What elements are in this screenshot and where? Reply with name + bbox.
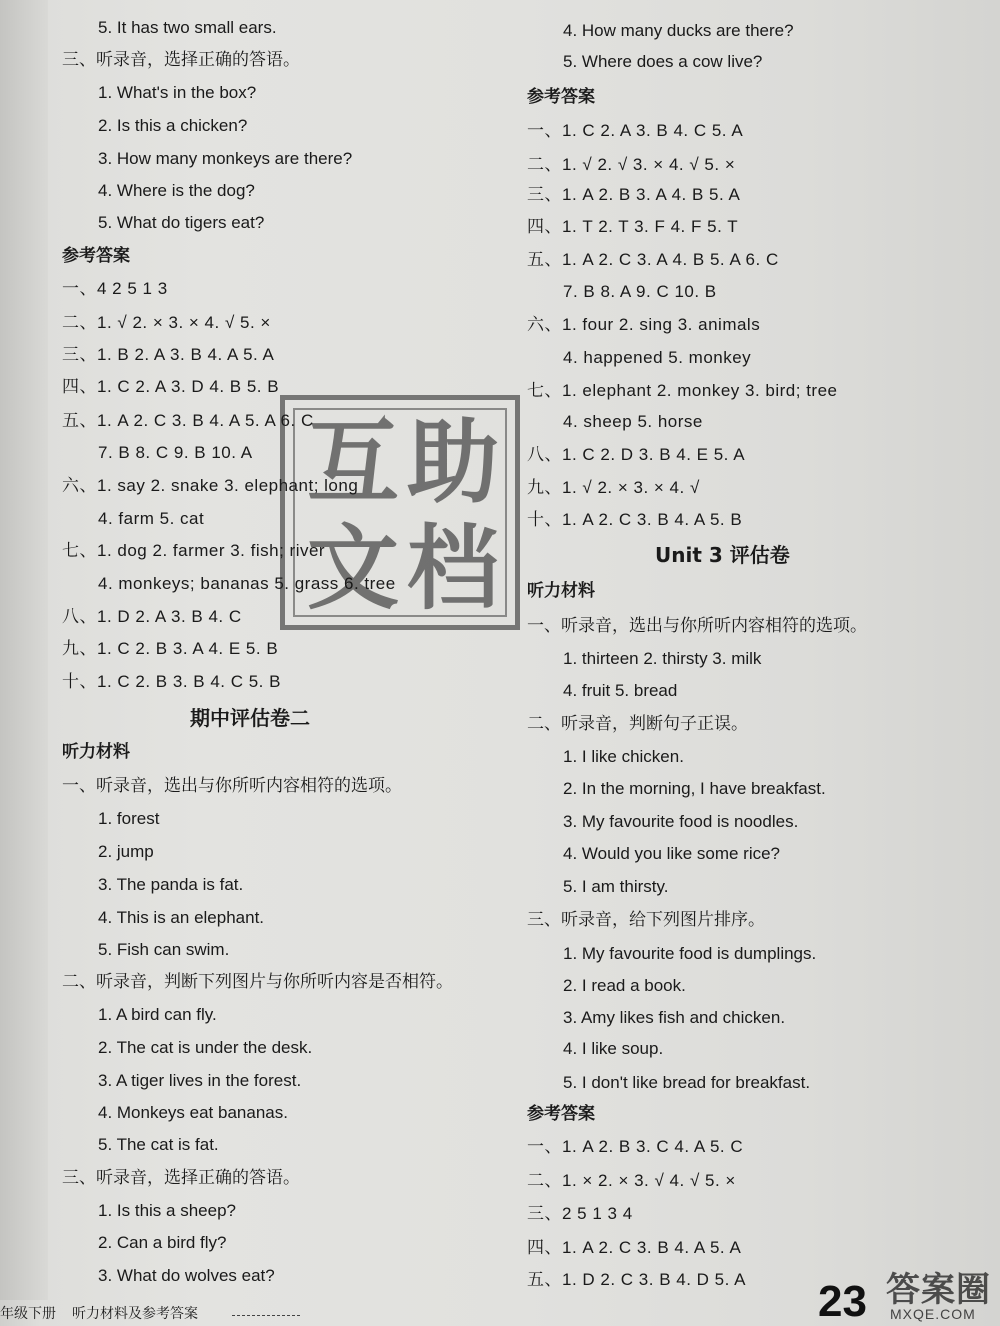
- answer-line: 4. monkeys; bananas 5. grass 6. tree: [98, 574, 396, 593]
- listening-item: 5. The cat is fat.: [98, 1135, 219, 1154]
- answer-line: 二、1. × 2. × 3. √ 4. √ 5. ×: [527, 1171, 736, 1190]
- listening-item: 3. My favourite food is noodles.: [563, 812, 799, 831]
- answer-line: 五、1. A 2. C 3. A 4. B 5. A 6. C: [527, 250, 779, 269]
- listening-item: 1. A bird can fly.: [98, 1005, 217, 1024]
- answer-line: 八、1. D 2. A 3. B 4. C: [62, 607, 242, 626]
- answer-line: 六、1. four 2. sing 3. animals: [527, 315, 761, 334]
- listening-item: 2. In the morning, I have breakfast.: [563, 779, 826, 798]
- listening-item: 1. forest: [98, 809, 160, 828]
- question-instruction: 三、听录音，选择正确的答语。: [62, 50, 300, 70]
- answer-line: 4. sheep 5. horse: [563, 412, 703, 431]
- question-instruction: 一、听录音，选出与你所听内容相符的选项。: [527, 616, 867, 636]
- answer-line: 二、1. √ 2. × 3. × 4. √ 5. ×: [62, 313, 271, 332]
- page-number: 23: [818, 1277, 867, 1326]
- footer-subtitle: 听力材料及参考答案: [72, 1306, 198, 1322]
- answer-line: 三、1. A 2. B 3. A 4. B 5. A: [527, 185, 741, 204]
- answer-line: 四、1. A 2. C 3. B 4. A 5. A: [527, 1238, 742, 1257]
- question-instruction: 二、听录音，判断句子正误。: [527, 714, 748, 734]
- answer-line: 一、1. C 2. A 3. B 4. C 5. A: [527, 121, 744, 140]
- watermark-logo-text: 答案圈: [886, 1270, 991, 1310]
- question-instruction: 三、听录音，给下列图片排序。: [527, 910, 765, 930]
- listening-item: 1. What's in the box?: [98, 83, 257, 102]
- answer-line: 十、1. A 2. C 3. B 4. A 5. B: [527, 510, 743, 529]
- answer-line: 六、1. say 2. snake 3. elephant; long: [62, 476, 359, 495]
- answer-line: 三、1. B 2. A 3. B 4. A 5. A: [62, 345, 275, 364]
- answer-line: 七、1. dog 2. farmer 3. fish; river: [62, 541, 326, 560]
- listening-item: 2. The cat is under the desk.: [98, 1038, 313, 1057]
- stamp-char: 文: [306, 514, 399, 622]
- section-title: 期中评估卷二: [190, 706, 310, 730]
- listening-item: 4. This is an elephant.: [98, 908, 265, 927]
- section-heading: 参考答案: [527, 1104, 595, 1124]
- site-watermark-logo: [878, 1262, 996, 1326]
- answer-line: 三、2 5 1 3 4: [527, 1204, 633, 1223]
- listening-item: 2. Is this a chicken?: [98, 116, 248, 135]
- footer-grade: 年级下册: [0, 1306, 56, 1322]
- listening-item: 5. I am thirsty.: [563, 877, 669, 896]
- listening-item: 1. thirteen 2. thirsty 3. milk: [563, 649, 762, 668]
- section-heading: 听力材料: [62, 742, 130, 762]
- listening-item: 3. What do wolves eat?: [98, 1266, 275, 1285]
- listening-item: 3. A tiger lives in the forest.: [98, 1071, 302, 1090]
- listening-item: 5. What do tigers eat?: [98, 213, 265, 232]
- answer-line: 4. farm 5. cat: [98, 509, 205, 528]
- answer-line: 九、1. C 2. B 3. A 4. E 5. B: [62, 639, 279, 658]
- stamp-char: 助: [406, 408, 499, 516]
- watermark-url: MXQE.COM: [890, 1306, 976, 1322]
- listening-item: 1. Is this a sheep?: [98, 1201, 236, 1220]
- section-heading: 参考答案: [527, 87, 595, 107]
- stamp-char: 互: [306, 408, 399, 516]
- answer-line: 五、1. A 2. C 3. B 4. A 5. A 6. C: [62, 411, 314, 430]
- section-heading: 听力材料: [527, 581, 595, 601]
- answer-line: 四、1. C 2. A 3. D 4. B 5. B: [62, 377, 280, 396]
- listening-item: 4. I like soup.: [563, 1039, 664, 1058]
- answer-line: 一、1. A 2. B 3. C 4. A 5. C: [527, 1137, 744, 1156]
- listening-item: 4. fruit 5. bread: [563, 681, 678, 700]
- answer-line: 7. B 8. A 9. C 10. B: [563, 282, 717, 301]
- listening-item: 1. My favourite food is dumplings.: [563, 944, 817, 963]
- listening-item: 3. Amy likes fish and chicken.: [563, 1008, 786, 1027]
- answer-line: 五、1. D 2. C 3. B 4. D 5. A: [527, 1270, 746, 1289]
- listening-item: 5. Fish can swim.: [98, 940, 230, 959]
- answer-line: 八、1. C 2. D 3. B 4. E 5. A: [527, 445, 746, 464]
- listening-item: 4. Would you like some rice?: [563, 844, 781, 863]
- listening-item: 2. jump: [98, 842, 154, 861]
- listening-item: 3. How many monkeys are there?: [98, 149, 353, 168]
- listening-item: 5. It has two small ears.: [98, 18, 277, 37]
- footer-rule: [232, 1315, 300, 1316]
- stamp-char: 档: [406, 514, 499, 622]
- watermark-stamp: [280, 395, 520, 630]
- answer-line: 四、1. T 2. T 3. F 4. F 5. T: [527, 217, 739, 236]
- listening-item: 4. Where is the dog?: [98, 181, 255, 200]
- answer-line: 二、1. √ 2. √ 3. × 4. √ 5. ×: [527, 155, 736, 174]
- section-title: Unit 3 评估卷: [655, 543, 790, 567]
- question-instruction: 三、听录音，选择正确的答语。: [62, 1168, 300, 1188]
- listening-item: 3. The panda is fat.: [98, 875, 244, 894]
- answer-line: 4. happened 5. monkey: [563, 348, 752, 367]
- book-gutter: [0, 0, 48, 1300]
- listening-item: 5. Where does a cow live?: [563, 52, 763, 71]
- listening-item: 4. Monkeys eat bananas.: [98, 1103, 288, 1122]
- listening-item: 2. Can a bird fly?: [98, 1233, 227, 1252]
- listening-item: 1. I like chicken.: [563, 747, 684, 766]
- answer-line: 七、1. elephant 2. monkey 3. bird; tree: [527, 381, 838, 400]
- section-heading: 参考答案: [62, 246, 130, 266]
- listening-item: 5. I don't like bread for breakfast.: [563, 1073, 811, 1092]
- listening-item: 4. How many ducks are there?: [563, 21, 794, 40]
- answer-line: 7. B 8. C 9. B 10. A: [98, 443, 253, 462]
- answer-line: 十、1. C 2. B 3. B 4. C 5. B: [62, 672, 281, 691]
- question-instruction: 二、听录音，判断下列图片与你所听内容是否相符。: [62, 972, 453, 992]
- question-instruction: 一、听录音，选出与你所听内容相符的选项。: [62, 776, 402, 796]
- listening-item: 2. I read a book.: [563, 976, 686, 995]
- answer-line: 一、4 2 5 1 3: [62, 279, 168, 298]
- answer-line: 九、1. √ 2. × 3. × 4. √: [527, 478, 700, 497]
